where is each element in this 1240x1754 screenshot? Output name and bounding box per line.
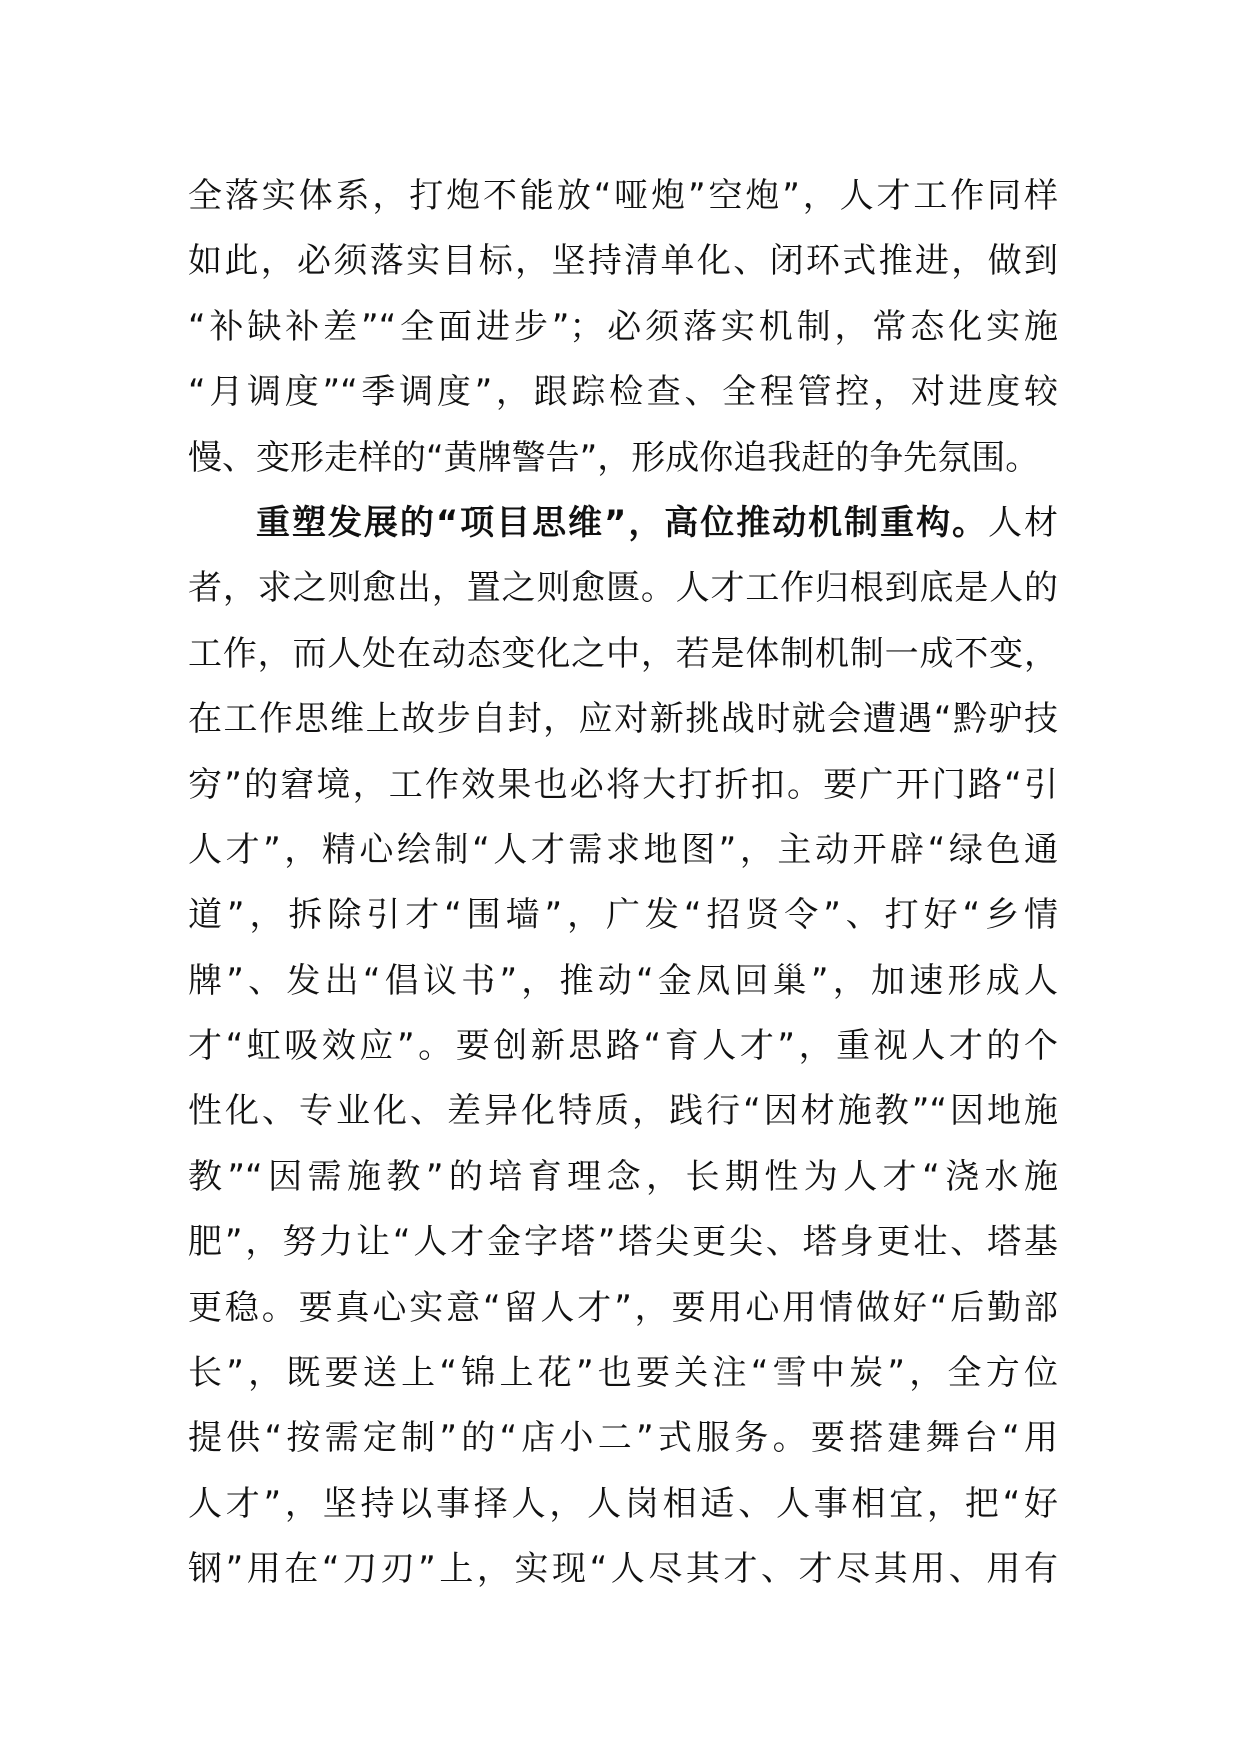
text-line: 者，求之则愈出，置之则愈匮。人才工作归根到底是人的	[188, 568, 1058, 609]
text-line: 教”“因需施教”的培育理念，长期性为人才“浇水施	[188, 1156, 1058, 1197]
text-line: 道”，拆除引才“围墙”，广发“招贤令”、打好“乡情	[188, 895, 1058, 936]
paragraph-heading: 重塑发展的“项目思维”，高位推动机制重构。	[256, 502, 989, 543]
text-line: 人才”，精心绘制“人才需求地图”，主动开辟“绿色通	[188, 829, 1058, 870]
text-line: 全落实体系，打炮不能放“哑炮”空炮”，人才工作同样	[188, 176, 1058, 216]
text-line: 更稳。要真心实意“留人才”，要用心用情做好“后勤部	[188, 1287, 1058, 1328]
text-line: 慢、变形走样的“黄牌警告”，形成你追我赶的争先氛围。	[188, 437, 1040, 478]
text-line: 如此，必须落实目标，坚持清单化、闭环式推进，做到	[188, 241, 1058, 282]
text-line: 才“虹吸效应”。要创新思路“育人才”，重视人才的个	[188, 1026, 1058, 1067]
text-line: 工作，而人处在动态变化之中，若是体制机制一成不变，	[188, 633, 1058, 674]
text-line: 性化、专业化、差异化特质，践行“因材施教”“因地施	[188, 1091, 1058, 1132]
text-line: 钢”用在“刀刃”上，实现“人尽其才、才尽其用、用有	[188, 1549, 1058, 1590]
text-line: 长”，既要送上“锦上花”也要关注“雪中炭”，全方位	[188, 1353, 1058, 1394]
text-line: 肥”，努力让“人才金字塔”塔尖更尖、塔身更壮、塔基	[188, 1222, 1058, 1263]
text-line: 提供“按需定制”的“店小二”式服务。要搭建舞台“用	[188, 1418, 1058, 1459]
text-line: 人才”，坚持以事择人，人岗相适、人事相宜，把“好	[188, 1483, 1058, 1524]
text-line: “补缺补差”“全面进步”；必须落实机制，常态化实施	[188, 306, 1058, 347]
paragraph-1	[188, 164, 1058, 491]
paragraph-2	[188, 491, 1058, 1603]
text-line: 穷”的窘境，工作效果也必将大打折扣。要广开门路“引	[188, 764, 1058, 805]
heading-line-rest: 人材	[988, 502, 1058, 543]
text-line: 在工作思维上故步自封，应对新挑战时就会遭遇“黔驴技	[188, 699, 1058, 740]
document-body	[188, 164, 1058, 1603]
paragraph-first-line	[188, 491, 1058, 556]
text-line: “月调度”“季调度”，跟踪检查、全程管控，对进度较	[188, 372, 1058, 413]
text-line: 牌”、发出“倡议书”，推动“金凤回巢”，加速形成人	[188, 960, 1058, 1001]
